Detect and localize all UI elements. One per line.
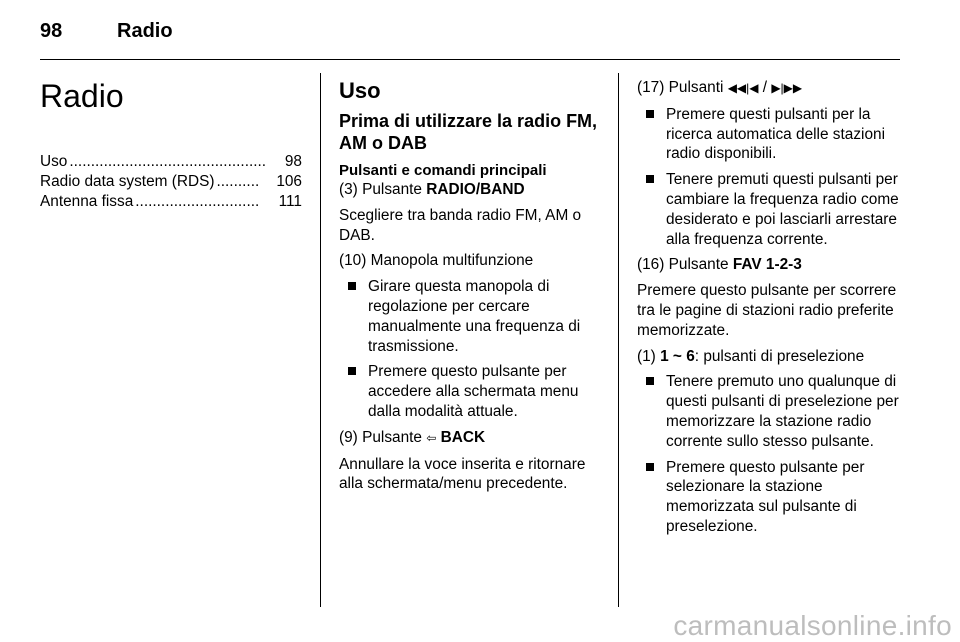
label-prefix: (9) Pulsante xyxy=(339,428,427,446)
list-item xyxy=(348,277,602,356)
seek-back-icon: ◀◀|◀ xyxy=(727,81,759,95)
bullet-icon xyxy=(348,282,356,290)
label-prefix: (1) xyxy=(637,347,661,365)
column-divider-2 xyxy=(618,73,619,607)
column-right xyxy=(637,78,903,543)
fav-button-label xyxy=(637,255,903,275)
heading-controls: Pulsanti e comandi principali xyxy=(339,162,547,179)
label-prefix: (16) Pulsante xyxy=(637,256,733,274)
list-item-text: Tenere premuti questi pulsanti per cambiare la frequenza radio come desiderato e poi lasciarli arrestare alla frequenza corrente. xyxy=(666,171,899,248)
list-item-text: Premere questo pulsante per accedere alla schermata menu dalla modalità attuale. xyxy=(368,363,579,420)
toc-item-title: Uso xyxy=(40,153,68,170)
list-item-text: Premere questi pulsanti per la ricerca automatica delle stazioni radio disponibili. xyxy=(666,105,885,163)
list-item xyxy=(646,170,903,249)
bullet-icon xyxy=(646,463,654,471)
section-title: Radio xyxy=(117,20,173,42)
header-rule xyxy=(40,59,900,60)
bullet-icon xyxy=(646,175,654,183)
seek-forward-icon: ▶|▶▶ xyxy=(771,81,803,95)
toc-item-page: 98 xyxy=(284,153,302,170)
watermark: carmanualsonline.info xyxy=(673,610,952,641)
toc-leader-dots: ............................. xyxy=(135,192,260,210)
back-keyword: BACK xyxy=(440,428,486,446)
seek-buttons-label xyxy=(637,78,903,99)
column-toc xyxy=(40,78,302,211)
toc-leader-dots: .............................................. xyxy=(69,153,267,170)
bullet-icon xyxy=(646,377,654,385)
preset-buttons-label xyxy=(637,347,903,367)
toc-leader-dots: .......... xyxy=(216,172,260,190)
toc-item[interactable] xyxy=(40,172,302,192)
multifunction-knob-label: (10) Manopola multifunzione xyxy=(339,252,534,270)
toc-item-page: 111 xyxy=(278,192,302,210)
toc-item-page: 106 xyxy=(276,172,302,190)
bullet-icon xyxy=(646,110,654,118)
toc-item[interactable] xyxy=(40,192,302,212)
list-item-text: Girare questa manopola di regolazione per cercare manualmente una frequenza di trasmissione. xyxy=(368,278,581,355)
list-item-text: Tenere premuto uno qualunque di questi pulsanti di preselezione per memorizzare la stazione radio corrente sullo stesso pulsante. xyxy=(666,373,899,450)
label-prefix: (17) Pulsanti xyxy=(637,79,728,96)
back-arrow-icon: ⇦ xyxy=(426,430,437,445)
separator: / xyxy=(758,79,772,96)
radio-band-keyword: RADIO/BAND xyxy=(426,181,525,198)
column-main xyxy=(339,78,602,500)
fav-keyword: FAV 1-2-3 xyxy=(732,256,802,274)
preset-keyword: 1 ~ 6 xyxy=(660,347,695,365)
toc-item[interactable] xyxy=(40,152,302,172)
label-suffix: : pulsanti di preselezione xyxy=(694,347,865,365)
toc-item-title: Antenna fissa xyxy=(40,192,134,210)
label-prefix: (3) Pulsante xyxy=(339,181,427,198)
heading-before-use: Prima di utilizzare la radio FM, AM o DAB xyxy=(339,111,598,153)
paragraph: Annullare la voce inserita e ritornare alla schermata/menu precedente. xyxy=(339,455,586,493)
list-item xyxy=(646,458,903,537)
page-number: 98 xyxy=(40,20,63,42)
heading-uso: Uso xyxy=(339,78,381,103)
list-item xyxy=(646,372,903,451)
toc-item-title: Radio data system (RDS) xyxy=(40,172,215,190)
radio-band-label xyxy=(339,180,602,200)
back-button-label xyxy=(339,428,602,449)
list-item-text: Premere questo pulsante per selezionare la stazione memorizzata sul pulsante di preselezione. xyxy=(666,458,865,535)
list-item xyxy=(348,362,602,421)
paragraph: Scegliere tra banda radio FM, AM o DAB. xyxy=(339,206,582,244)
paragraph: Premere questo pulsante per scorrere tra le pagine di stazioni radio preferite memorizzate. xyxy=(637,282,897,339)
column-divider-1 xyxy=(320,73,321,607)
bullet-icon xyxy=(348,367,356,375)
chapter-title: Radio xyxy=(40,78,124,114)
list-item xyxy=(646,105,903,164)
